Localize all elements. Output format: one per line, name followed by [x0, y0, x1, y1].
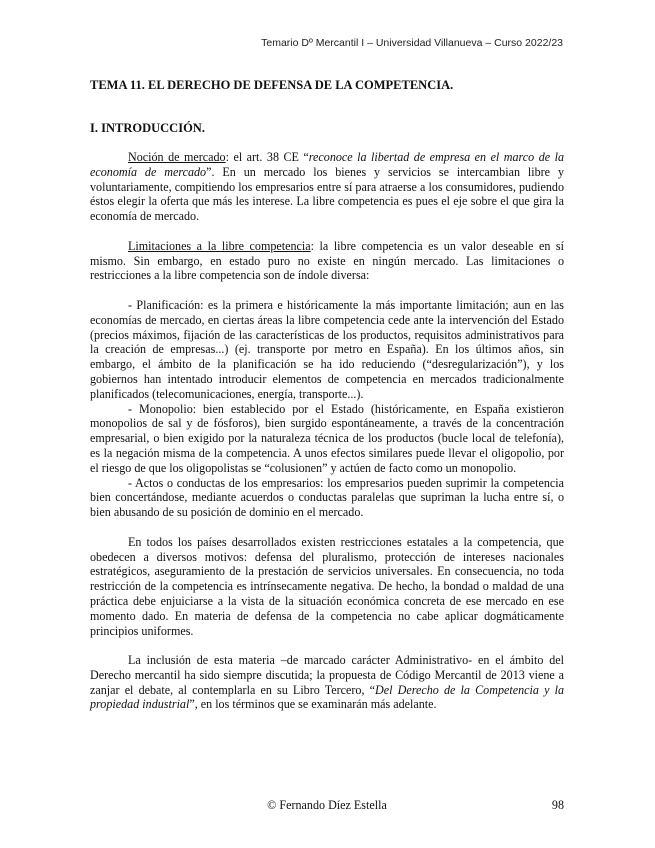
code-book-quote: Del Derecho de la Competencia y la propiedad industrial	[90, 682, 564, 712]
list-item-conduct: - Actos o conductas de los empresarios: los empresarios pueden suprimir la competencia bien concertándose, mediante acuerdos o conductas paralelas que supriman la lucha entre sí, o bien abusando de su posición de dominio en el mercado.	[90, 475, 564, 520]
paragraph-commercial-code: La inclusión de esta materia –de marcado carácter Administrativo- en el ámbito del Derecho mercantil ha sido siempre discutida; la propuesta de Código Mercantil de 2013 viene a zanjar el debate, al contemplarla en su Libro Tercero, “Del Derecho de la Competencia y la propiedad industrial”, en los términos que se examinarán más adelante.	[90, 653, 564, 712]
running-header: Temario Dº Mercantil I – Universidad Villanueva – Curso 2022/23	[261, 37, 563, 49]
list-item-monopoly: - Monopolio: bien establecido por el Estado (históricamente, en España existieron monopolios de sal y de fósforos), bien surgido espontáneamente, a través de la concentración empresarial, o bien exigido por la naturaleza técnica de los productos (bucle local de telefonía), es la negación misma de la competencia. A unos efectos similares puede llevar el oligopolio, por el riesgo de que los oligopolistas se “colusionen” y actúen de facto como un monopolio.	[90, 401, 564, 475]
constitution-quote: reconoce la libertad de empresa en el marco de la economía de mercado	[90, 150, 564, 179]
paragraph-restrictions: En todos los países desarrollados existen restricciones estatales a la competencia, que obedecen a diversos motivos: defensa del pluralismo, protección de intereses nacionales estratégicos, aseguramiento de la prestación de servicios universales. En consecuencia, no toda restricción de la competencia es intrínsecamente negativa. De hecho, la bondad o maldad de una práctica debe enjuiciarse a la vista de la situación económica concreta de ese mercado en ese momento dado. En materia de defensa de la competencia no cabe aplicar dogmáticamente principios uniformes.	[90, 534, 564, 638]
chapter-title: TEMA 11. EL DERECHO DE DEFENSA DE LA COMPETENCIA.	[90, 78, 454, 92]
footer-author: © Fernando Díez Estella	[267, 798, 387, 812]
paragraph-market-notion: Noción de mercado: el art. 38 CE “reconoce la libertad de empresa en el marco de la economía de mercado”. En un mercado los bienes y servicios se intercambian libre y voluntariamente, compitiendo los empresarios entre sí para atraerse a los consumidores, pudiendo éstos elegir la oferta que más les interese. La libre competencia es pues el eje sobre el que gira la economía de mercado.	[90, 150, 564, 224]
term-market-notion: Noción de mercado	[128, 150, 226, 164]
page-number: 98	[551, 798, 564, 812]
section-heading: I. INTRODUCCIÓN.	[90, 121, 205, 135]
page-body	[90, 78, 564, 727]
paragraph-limitations: Limitaciones a la libre competencia: la libre competencia es un valor deseable en sí mismo. Sin embargo, en estado puro no existe en ningún mercado. Las limitaciones o restricciones a la libre competencia son de índole diversa:	[90, 238, 564, 283]
term-limitations: Limitaciones a la libre competencia	[128, 238, 311, 253]
list-item-planning: - Planificación: es la primera e históricamente la más importante limitación; aun en las economías de mercado, en ciertas áreas la libre competencia cede ante la intervención del Estado (precios máximos, fijación de las características de los productos, requisitos administrativos para la creación de empresas...) (ej. transporte por metro en España). En los últimos años, sin embargo, el ámbito de la planificación se ha ido reduciendo (“desregularización”), y los gobiernos han intentado introducir elementos de competencia en mercados tradicionalmente planificados (telecomunicaciones, energía, transporte...).	[90, 297, 564, 401]
